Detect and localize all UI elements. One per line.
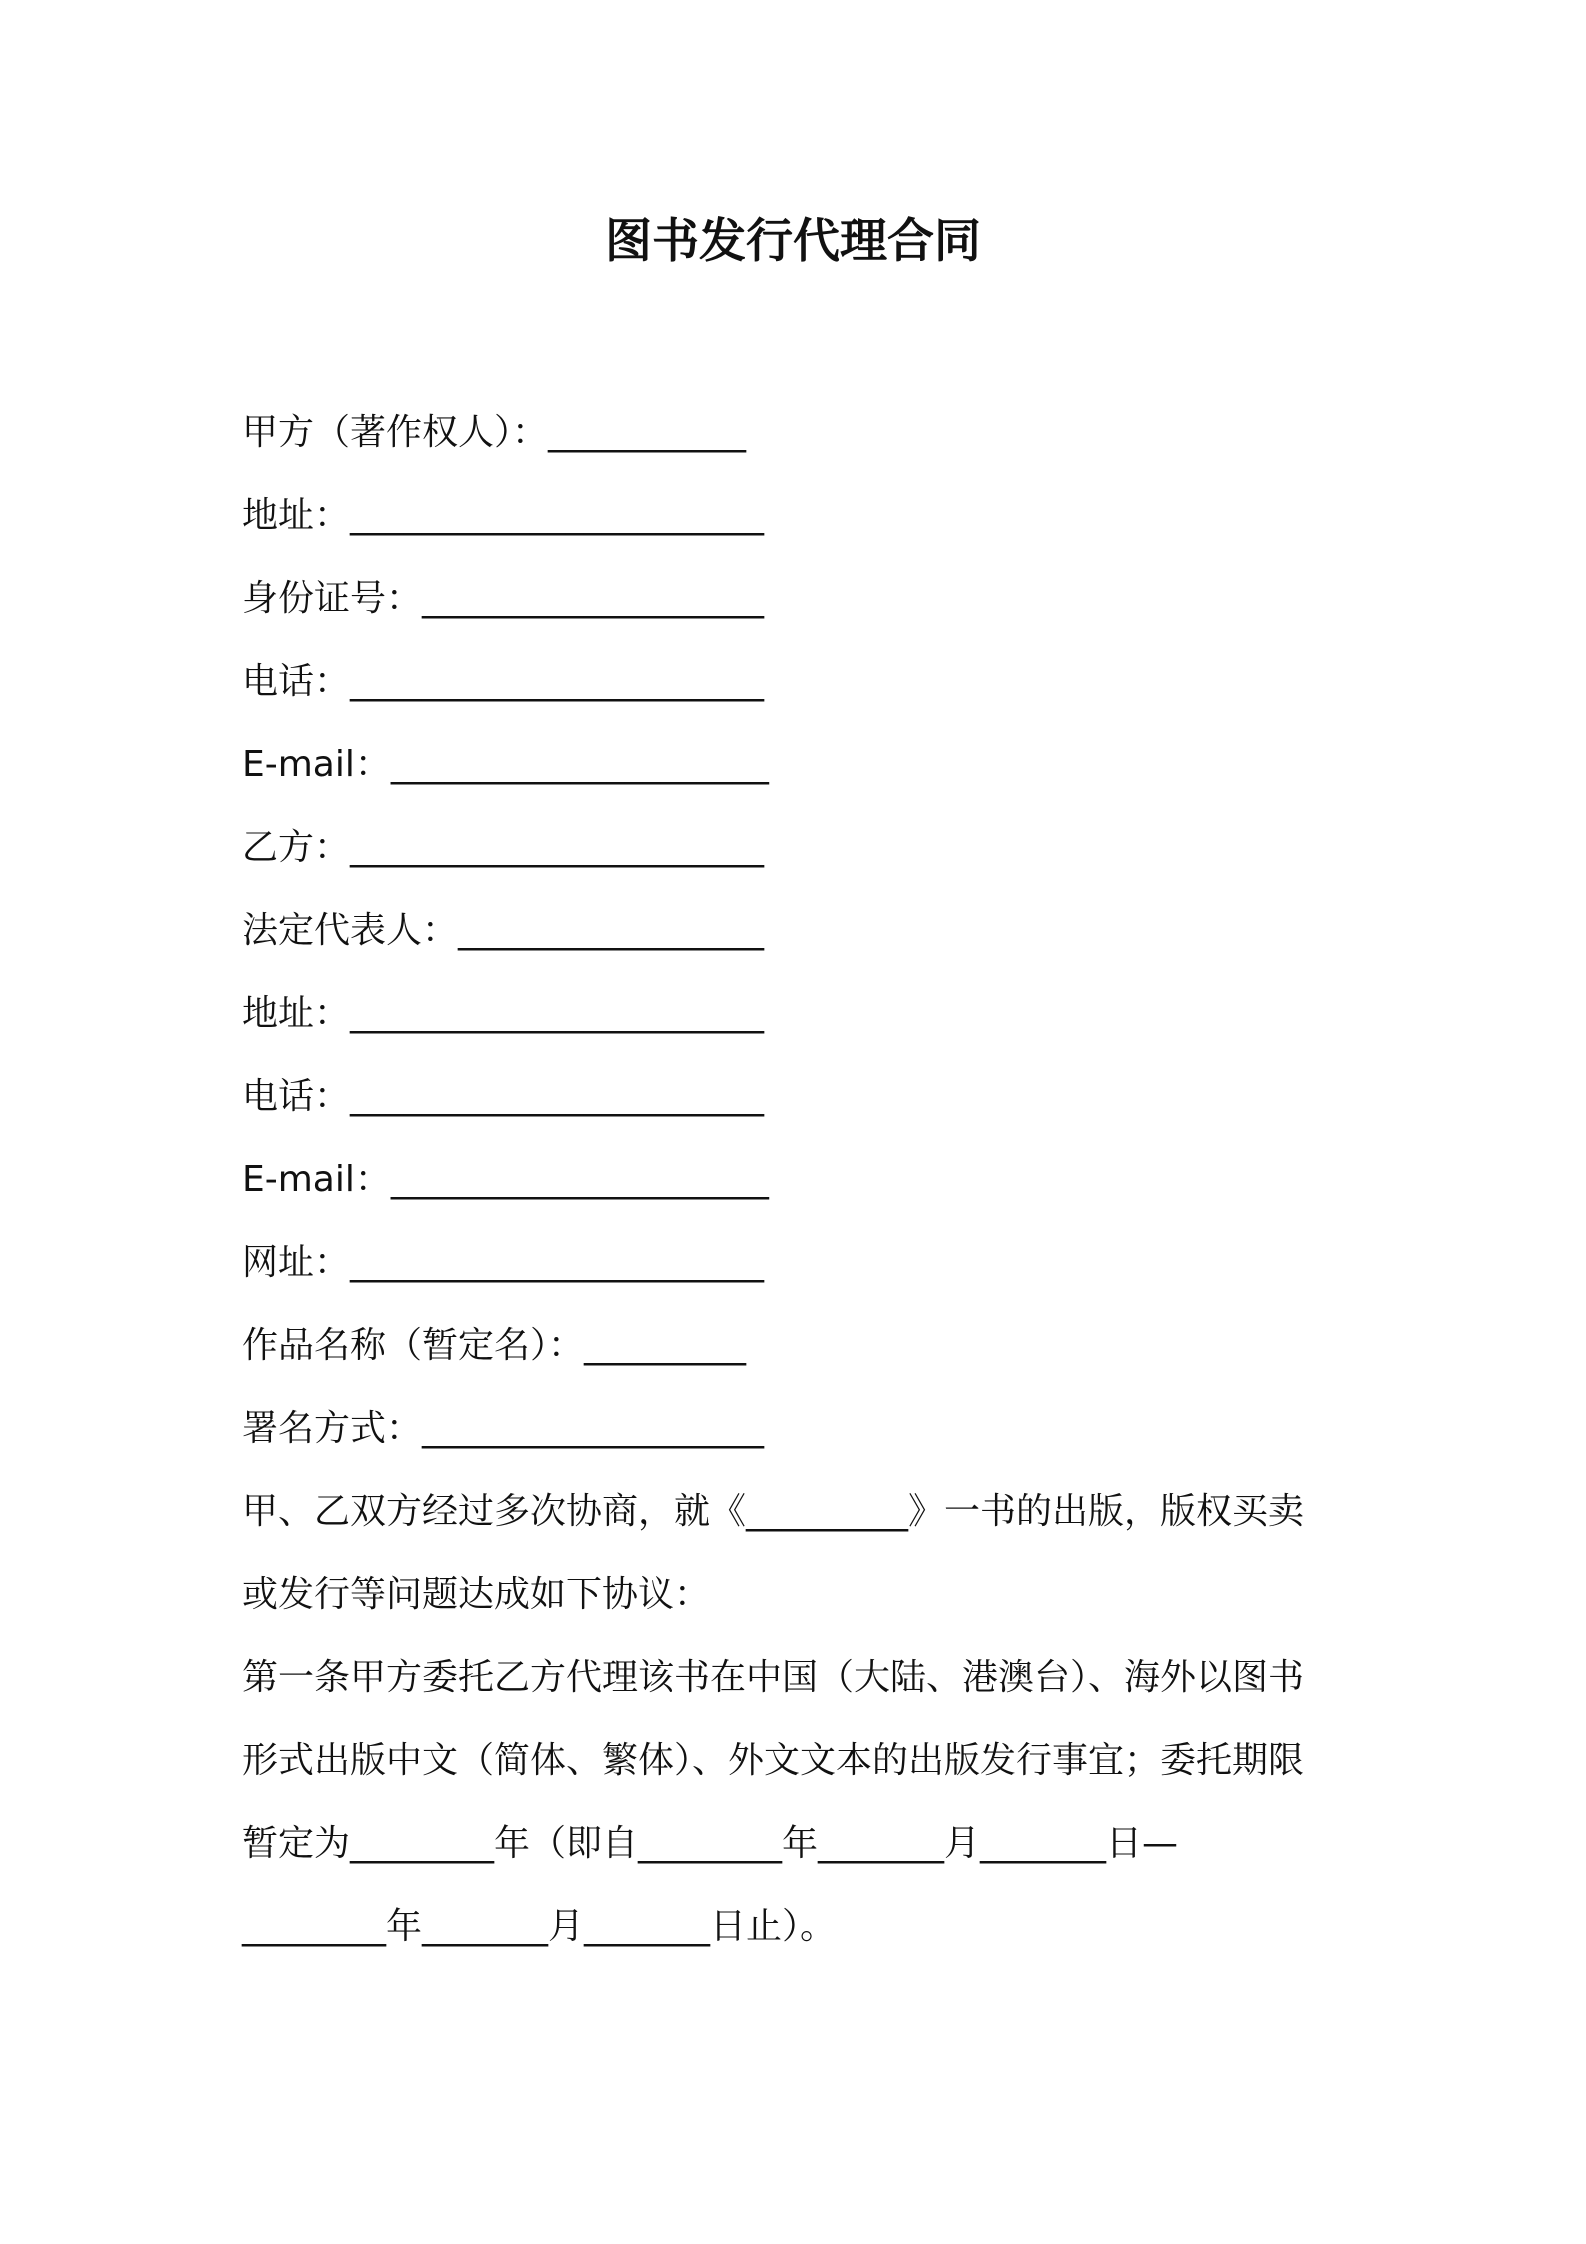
field-party-b: [242, 825, 1362, 871]
field-legal-representative: [242, 908, 1362, 954]
field-label: E-mail：: [242, 1159, 391, 1200]
field-blank: _______________________: [350, 993, 765, 1034]
field-blank: _______________________: [350, 1076, 765, 1117]
field-blank: _________: [584, 1325, 747, 1366]
document-title: 图书发行代理合同: [605, 214, 981, 269]
field-label: 甲方（著作权人）：: [242, 412, 549, 453]
field-blank: _____________________: [390, 1159, 769, 1200]
field-blank: _________________: [458, 910, 765, 951]
field-party-b-email: [242, 1157, 1362, 1203]
field-label: E-mail：: [242, 744, 391, 785]
field-website: [242, 1240, 1362, 1286]
field-label: 电话：: [242, 661, 351, 702]
field-label: 乙方：: [242, 827, 351, 868]
field-blank: ___________________: [422, 1408, 765, 1449]
field-blank: ___________: [548, 412, 747, 453]
field-label: 身份证号：: [242, 578, 423, 619]
paragraph-line: 暂定为________年（即自________年_______月_______日—: [242, 1823, 1179, 1864]
paragraph-line: ________年_______月_______日止）。: [242, 1906, 837, 1947]
paragraph-line: 或发行等问题达成如下协议：: [242, 1574, 711, 1615]
field-label: 作品名称（暂定名）：: [242, 1325, 585, 1366]
paragraph-line: 第一条甲方委托乙方代理该书在中国（大陆、港澳台）、海外以图书: [242, 1657, 1305, 1698]
field-blank: _____________________: [390, 744, 769, 785]
field-party-a-address: [242, 493, 1362, 539]
field-label: 署名方式：: [242, 1408, 423, 1449]
field-label: 电话：: [242, 1076, 351, 1117]
field-label: 地址：: [242, 993, 351, 1034]
field-byline: [242, 1406, 1362, 1452]
field-work-title: [242, 1323, 1362, 1369]
field-label: 地址：: [242, 495, 351, 536]
field-party-a: [242, 410, 1362, 456]
field-label: 网址：: [242, 1242, 351, 1283]
field-blank: _______________________: [350, 661, 765, 702]
field-blank: _______________________: [350, 495, 765, 536]
field-blank: _______________________: [350, 827, 765, 868]
field-label: 法定代表人：: [242, 910, 459, 951]
field-party-b-phone: [242, 1074, 1362, 1120]
field-party-b-address: [242, 991, 1362, 1037]
field-blank: _______________________: [350, 1242, 765, 1283]
paragraph-line: 甲、乙双方经过多次协商，就《_________》一书的出版，版权买卖: [242, 1491, 1305, 1532]
field-party-a-email: [242, 742, 1362, 788]
paragraph-line: 形式出版中文（简体、繁体）、外文文本的出版发行事宜；委托期限: [242, 1740, 1305, 1781]
field-id-number: [242, 576, 1362, 622]
field-blank: ___________________: [422, 578, 765, 619]
field-party-a-phone: [242, 659, 1362, 705]
